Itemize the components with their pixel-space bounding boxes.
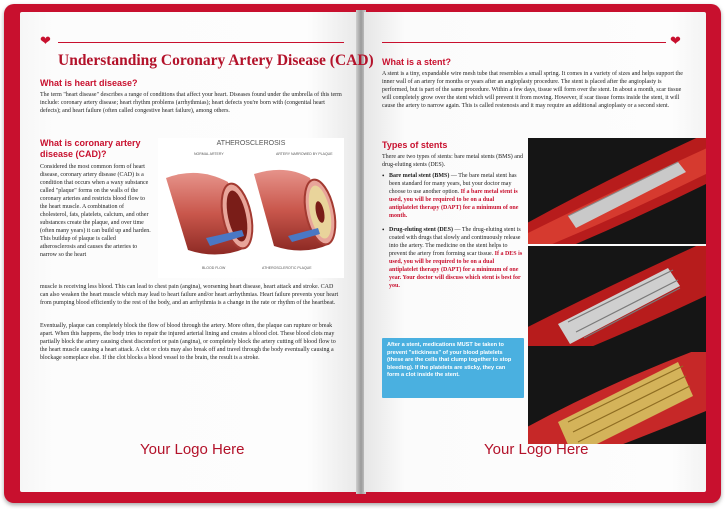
stent-deployed-illustration [528,352,706,444]
list-item [382,172,524,220]
cad-text-full: muscle is receiving less blood. This can lead to chest pain (angina), worsening heart disease, heart attack and stroke. CAD can also weaken the heart muscle which may lead to heart failure and/or heart arrhythmias. Heart failure prevents your heart from pumping blood efficiently to the rest of the body, and an arrhythmia is a change in the rate or rhythm of the heartbeat. [40,284,339,306]
label-atherosclerotic-plaque: ATHEROSCLEROTIC PLAQUE [262,266,312,270]
atherosclerosis-figure [158,138,344,278]
heading-types-of-stents: Types of stents [382,140,448,150]
stent-balloon-illustration [528,138,706,244]
des-warning: If a DES is used, you will be required to be on a dual antiplatelet therapy (DAPT) for a minimum of one year. Your doctor will discuss which stent is best for you. [389,251,523,289]
artery-illustration [158,138,344,278]
bms-text: — The bare metal stent has been standard for many years, but your doctor may choose to use another option. [389,173,517,195]
stent-image-balloon [528,138,706,244]
header-rule-left [58,42,344,43]
heading-what-is-stent: What is a stent? [382,57,452,67]
heart-disease-text: The term "heart disease" describes a range of conditions that affect your heart. Diseases found under the umbrella of this term include: coronary artery disease; heart rhythm problems (arrhythmias); heart defects you're born with (congenital heart defects); and heart failure (often called congestive heart failure), among others. [40,92,342,114]
page-title: Understanding Coronary Artery Disease (CAD) [58,52,374,69]
stent-image-expanding [528,246,706,352]
label-narrowed-artery: ARTERY NARROWED BY PLAQUE [276,152,333,156]
stent-text: A stent is a tiny, expandable wire mesh tube that resembles a small spring. It comes in a variety of sizes and helps support the inner wall of an artery for months or years after an angioplasty procedure. The stent is placed after the angioplasty is performed, but is part of the same procedure. Within a few days, tissue will form over the stent. In about a month, scar tissue will completely grow over the stent which will prevent it from moving. However, if scar tissue forms inside the stent, it will cause the artery to narrow again. This is called restenosis and it may require an additional angioplasty or a second stent. [382,71,683,109]
bms-label: Bare metal stent (BMS) [389,173,450,179]
label-normal-artery: NORMAL ARTERY [194,152,224,156]
header-rule-right [382,42,666,43]
medication-callout [382,338,524,398]
heart-icon: ❤ [670,34,681,49]
plaque-text: Eventually, plaque can completely block the flow of blood through the artery. More often, the plaque can rupture or break apart. When this happens, the body tries to repair the injured arterial lining and creates a blood clot. These blood clots may partially block the artery causing chest discomfort or pain (angina), or completely block the artery cutting off blood flow to the heart muscle causing a heart attack. A clot or clots may also break off and travel through the body eventually causing a blockage someplace else. If the clot blocks a blood vessel to the brain, the result is a stroke. [40,323,336,361]
des-text: — The drug-eluting stent is coated with drugs that slowly and continuously release into the artery. The medicine on the stent helps to prevent the artery from forming scar tissue. [389,227,521,257]
stent-types-list [382,172,524,290]
figure-title: ATHEROSCLEROSIS [216,140,286,147]
heading-heart-disease: What is heart disease? [40,78,138,88]
stent-expanding-illustration [528,246,706,346]
logo-placeholder-left: Your Logo Here [140,441,245,458]
bms-warning: If a bare metal stent is used, you will be required to be on a dual antiplatelet therapy (DAPT) for a minimum of one month. [389,189,519,219]
heart-icon: ❤ [40,34,51,49]
types-intro: There are two types of stents: bare metal stents (BMS) and drug-eluting stents (DES). [382,154,523,168]
stent-image-deployed [528,352,706,444]
label-blood-flow: BLOOD FLOW [202,266,226,270]
callout-text: After a stent, medications MUST be taken to prevent "stickiness" of your blood platelets (these are the cells that clump together to stop bleeding). If the platelets are sticky, they can form a clot inside the stent. [387,342,512,378]
des-label: Drug-eluting stent (DES) [389,227,453,233]
heading-cad: What is coronary artery disease (CAD)? [40,138,141,159]
cad-text-column: Considered the most common form of heart disease, coronary artery disease (CAD) is a condition that occurs when a waxy substance called "plaque" forms on the walls of the coronary arteries and restricts blood flow to the heart muscle. A combination of cholesterol, fats, platelets, calcium, and other substances create the plaque, and over time (often many years) it can build up and harden. This buildup of plaque is called atherosclerosis and causes the arteries to narrow so the heart [40,164,151,258]
logo-placeholder-right: Your Logo Here [484,441,589,458]
list-item [382,226,524,290]
